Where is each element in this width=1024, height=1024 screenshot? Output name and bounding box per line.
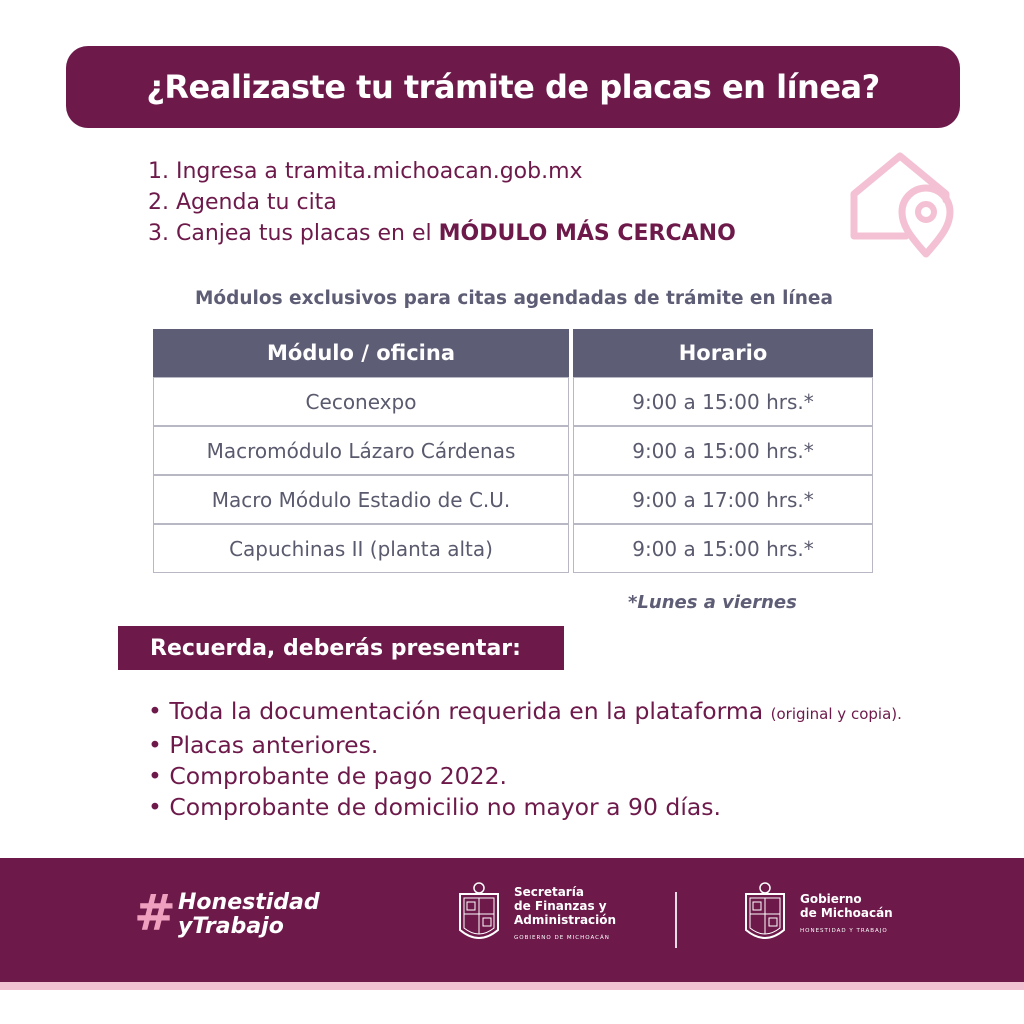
- logo-divider: [675, 892, 677, 948]
- step-item: [148, 187, 736, 218]
- step-item: [148, 156, 736, 187]
- reminder-title: Recuerda, deberás presentar:: [150, 635, 521, 661]
- requirement-text: • Comprobante de pago 2022.: [148, 762, 508, 790]
- requirement-item: [148, 761, 902, 792]
- step-emphasis: MÓDULO MÁS CERCANO: [438, 221, 736, 246]
- logo-text-line: Administración: [514, 913, 617, 927]
- step-text: 1. Ingresa a tramita.michoacan.gob.mx: [148, 159, 583, 184]
- module-cell: Ceconexpo: [153, 377, 569, 426]
- logo-tagline: GOBIERNO DE MICHOACÁN: [514, 935, 610, 941]
- column-header-schedule: Horario: [573, 329, 873, 377]
- schedule-cell: 9:00 a 15:00 hrs.*: [573, 377, 873, 426]
- logo-tagline: HONESTIDAD Y TRABAJO: [800, 928, 888, 934]
- table-row: [153, 475, 873, 524]
- requirement-text: • Toda la documentación requerida en la plataforma: [148, 697, 771, 725]
- table-row: [153, 524, 873, 573]
- hashtag-line-2: yTrabajo: [178, 914, 284, 939]
- requirement-text: • Comprobante de domicilio no mayor a 90 días.: [148, 793, 721, 821]
- module-cell: Macro Módulo Estadio de C.U.: [153, 475, 569, 524]
- page-title: ¿Realizaste tu trámite de placas en línea?: [146, 68, 880, 106]
- finanzas-logo: [456, 880, 616, 950]
- step-text: 2. Agenda tu cita: [148, 190, 337, 215]
- table-row: [153, 377, 873, 426]
- hashtag-line-1: Honestidad: [178, 890, 320, 915]
- logo-text-line: Secretaría: [514, 885, 584, 899]
- schedule-note: *Lunes a viernes: [628, 592, 797, 613]
- schedule-cell: 9:00 a 15:00 hrs.*: [573, 524, 873, 573]
- coat-of-arms-icon: [742, 880, 788, 950]
- schedule-cell: 9:00 a 17:00 hrs.*: [573, 475, 873, 524]
- step-text: 3. Canjea tus placas en el: [148, 221, 439, 246]
- requirement-item: [148, 792, 902, 823]
- module-cell: Capuchinas II (planta alta): [153, 524, 569, 573]
- step-item: [148, 218, 736, 249]
- coat-of-arms-icon: [456, 880, 502, 950]
- requirement-item: [148, 696, 902, 730]
- modules-table: [153, 329, 873, 573]
- house-location-icon: [846, 148, 962, 258]
- gobierno-logo-text: [800, 892, 893, 938]
- requirement-text: • Placas anteriores.: [148, 731, 379, 759]
- table-row: [153, 426, 873, 475]
- requirements-list: [148, 696, 902, 823]
- requirement-note: (original y copia).: [770, 705, 902, 723]
- logo-text-line: de Michoacán: [800, 906, 893, 920]
- hashtag-symbol: #: [134, 884, 176, 942]
- schedule-cell: 9:00 a 15:00 hrs.*: [573, 426, 873, 475]
- title-banner: [66, 46, 960, 128]
- logo-text-line: de Finanzas y: [514, 899, 607, 913]
- module-cell: Macromódulo Lázaro Cárdenas: [153, 426, 569, 475]
- reminder-banner: [118, 626, 564, 670]
- requirement-item: [148, 730, 902, 761]
- gobierno-logo: [742, 880, 893, 950]
- footer-accent-line: [0, 982, 1024, 990]
- logo-text-line: Gobierno: [800, 892, 862, 906]
- table-header-row: [153, 329, 873, 377]
- finanzas-logo-text: [514, 885, 616, 945]
- table-subtitle: Módulos exclusivos para citas agendadas de trámite en línea: [195, 288, 833, 309]
- column-header-module: Módulo / oficina: [153, 329, 569, 377]
- steps-list: [148, 156, 736, 249]
